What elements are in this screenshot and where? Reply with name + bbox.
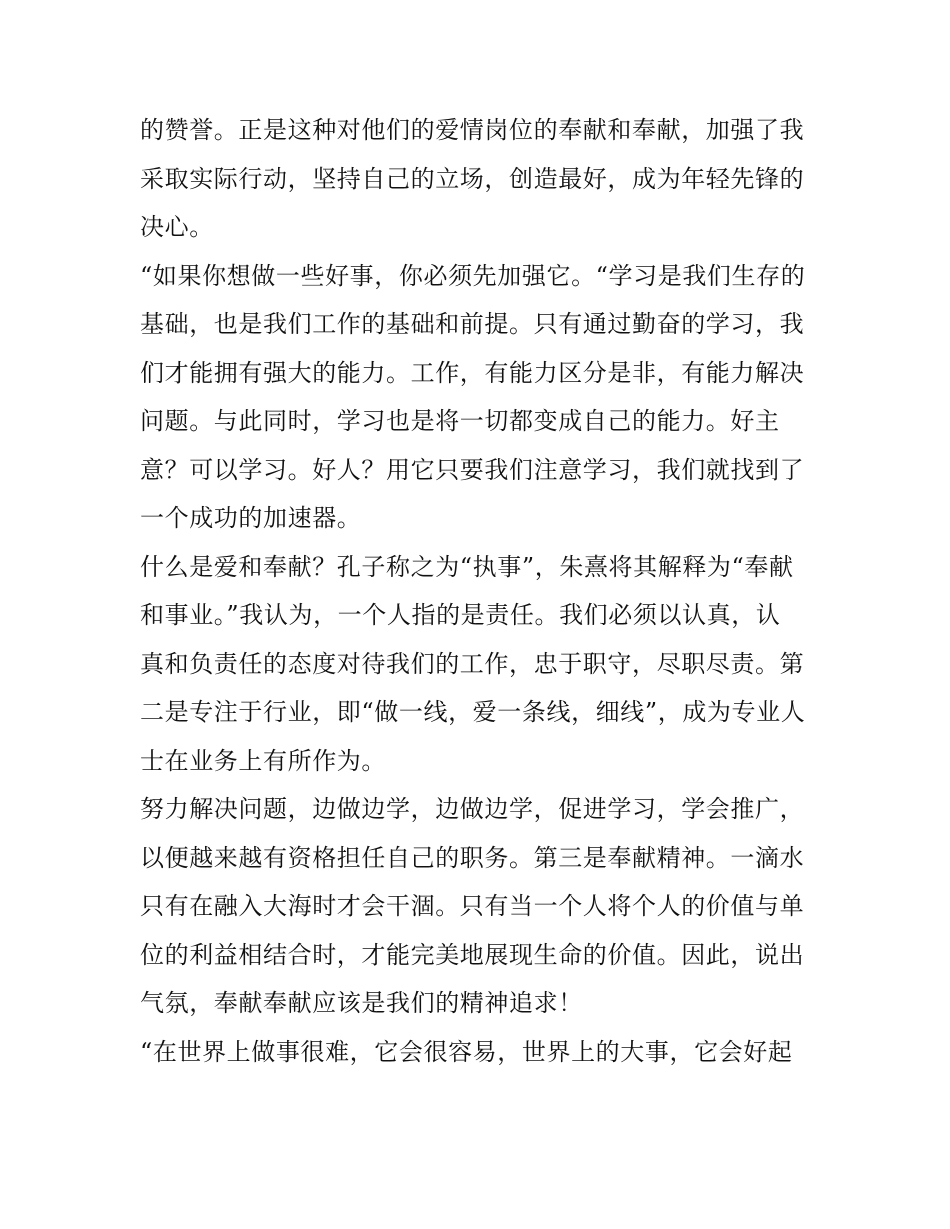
text-line: 问题。与此同时，学习也是将一切都变成自己的能力。好主 [140,407,780,435]
text-line: 和事业。”我认为，一个人指的是责任。我们必须以认真，认 [140,601,781,629]
text-line: 意？可以学习。好人？用它只要我们注意学习，我们就找到了 [140,455,805,484]
body-text [140,106,820,1076]
text-line: 基础，也是我们工作的基础和前提。只有通过勤奋的学习，我 [140,310,805,338]
text-line: 真和负责任的态度对待我们的工作，忠于职守，尽职尽责。第 [140,649,805,678]
text-line: 只有在融入大海时才会干涸。只有当一个人将个人的价值与单 [140,892,805,920]
text-line: 努力解决问题，边做边学，边做边学，促进学习，学会推广， [140,795,805,823]
text-line: 位的利益相结合时，才能完美地展现生命的价值。因此，说出 [140,940,805,969]
text-line: 士在业务上有所作为。 [140,746,386,775]
text-line: “如果你想做一些好事，你必须先加强它。“学习是我们生存的 [140,261,806,290]
text-line: 们才能拥有强大的能力。工作，有能力区分是非，有能力解决 [140,358,805,387]
text-line: 气氛，奉献奉献应该是我们的精神追求！ [140,989,583,1017]
text-line: 什么是爱和奉献？孔子称之为“执事”，朱熹将其解释为“奉献 [140,552,794,581]
text-line: “在世界上做事很难，它会很容易，世界上的大事，它会好起 [140,1037,793,1066]
text-line: 一个成功的加速器。 [140,504,362,532]
text-line: 决心。 [140,213,214,241]
text-line: 的赞誉。正是这种对他们的爱情岗位的奉献和奉献，加强了我 [140,116,805,144]
text-line: 以便越来越有资格担任自己的职务。第三是奉献精神。一滴水 [140,843,805,872]
text-line: 二是专注于行业，即“做一线，爱一条线，细线”，成为专业人 [140,698,806,726]
text-line: 采取实际行动，坚持自己的立场，创造最好，成为年轻先锋的 [140,164,805,193]
